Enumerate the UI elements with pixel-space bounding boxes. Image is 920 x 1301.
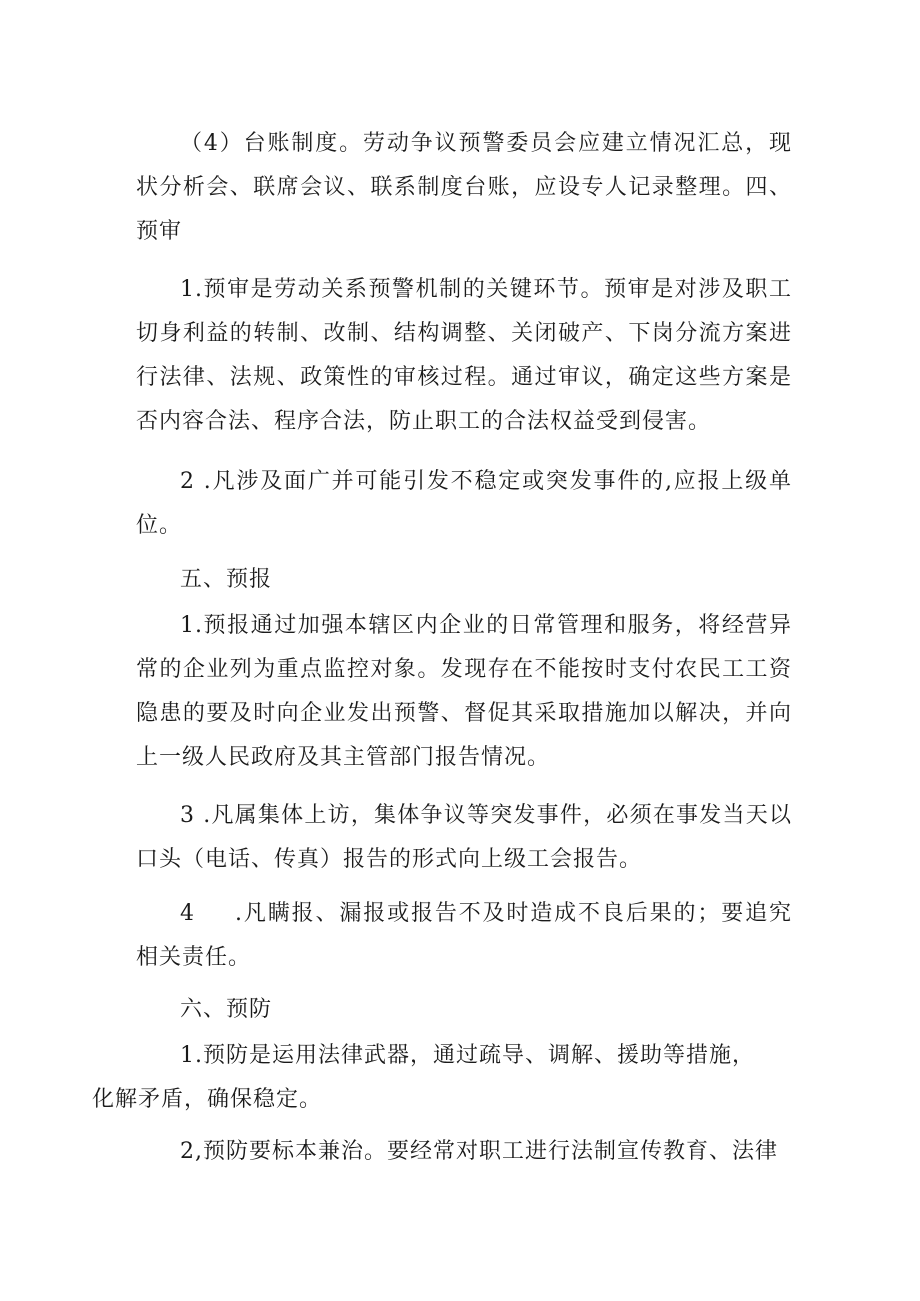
- paragraph-pre-review-1: 1.预审是劳动关系预警机制的关键环节。预审是对涉及职工切身利益的转制、改制、结构调整、关闭破产、下岗分流方案进行法律、法规、政策性的审核过程。通过审议，确定这些方案是否内容合法、程序合法，防止职工的合法权益受到侵害。: [136, 277, 792, 434]
- paragraph-prevention-1-line-2: 化解矛盾，确保稳定。: [92, 1087, 323, 1112]
- paragraph-forecast-4-text: .凡瞒报、漏报或报告不及时造成不良后果的；要追究相关责任。: [136, 901, 792, 970]
- paragraph-forecast-4: [136, 892, 792, 980]
- paragraph-prevention-1: [92, 1034, 792, 1122]
- paragraph-ledger-system: （4）台账制度。劳动争议预警委员会应建立情况汇总，现状分析会、联席会议、联系制度台账，应设专人记录整理。四、预审: [136, 131, 792, 244]
- section-heading-forecast: 五、预报: [180, 567, 273, 592]
- paragraph-pre-review-2: 2 .凡涉及面广并可能引发不稳定或突发事件的,应报上级单位。: [136, 469, 792, 538]
- paragraph-forecast-1: 1.预报通过加强本辖区内企业的日常管理和服务，将经营异常的企业列为重点监控对象。发现存在不能按时支付农民工工资隐患的要及时向企业发出预警、督促其采取措施加以解决，并向上一级人民政府及其主管部门报告情况。: [136, 613, 792, 770]
- paragraph-prevention-2: 2,预防要标本兼治。要经常对职工进行法制宣传教育、法律: [180, 1139, 778, 1164]
- paragraph-forecast-3: 3 .凡属集体上访，集体争议等突发事件，必须在事发当天以口头（电话、传真）报告的形式向上级工会报告。: [136, 803, 792, 872]
- paragraph-forecast-4-number: 4: [180, 901, 195, 926]
- section-heading-prevention: 六、预防: [180, 997, 273, 1022]
- paragraph-prevention-1-line-1: 1.预防是运用法律武器，通过疏导、调解、援助等措施，: [180, 1043, 755, 1068]
